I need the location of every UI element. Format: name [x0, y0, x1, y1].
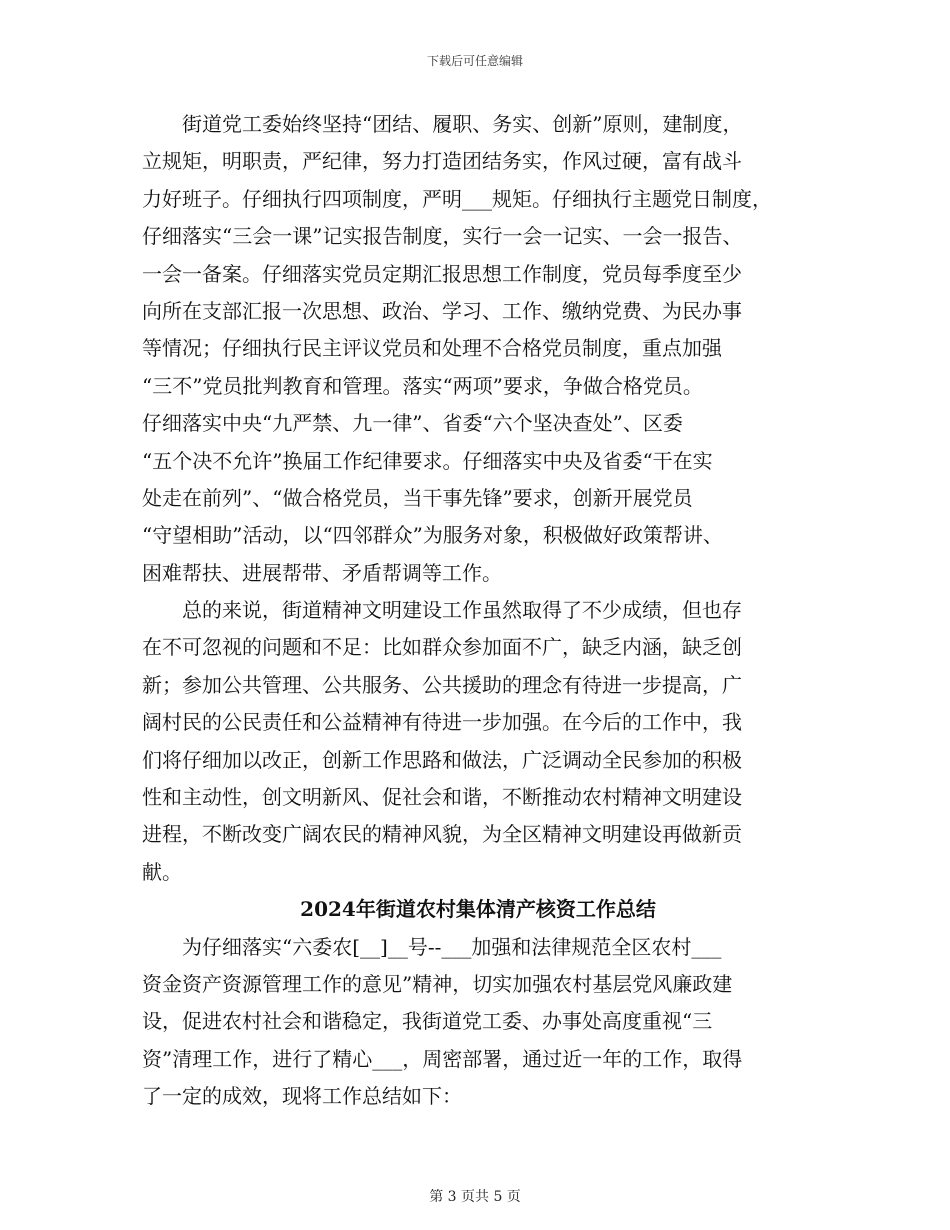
document-body [142, 106, 814, 1116]
paragraph-summary [142, 592, 814, 891]
text-line: 街道党工委始终坚持“团结、履职、务实、创新”原则，建制度， [142, 112, 743, 136]
text-line: 为仔细落实“六委农[__]__号--___加强和法律规范全区农村___ [142, 934, 722, 959]
text-line: 在不可忽视的问题和不足：比如群众参加面不广，缺乏内涵，缺乏创 [142, 635, 742, 660]
section-heading: 2024年街道农村集体清产核资工作总结 [300, 897, 656, 922]
text-line: 阔村民的公民责任和公益精神有待进一步加强。在今后的工作中，我 [142, 710, 742, 735]
text-line: 力好班子。仔细执行四项制度，严明___规矩。仔细执行主题党日制度， [142, 186, 772, 211]
text-line: 一会一备案。仔细落实党员定期汇报思想工作制度，党员每季度至少 [142, 261, 742, 286]
text-line: 们将仔细加以改正，创新工作思路和做法，广泛调动全民参加的积极 [142, 747, 742, 772]
text-line: 困难帮扶、进展帮带、矛盾帮调等工作。 [142, 560, 502, 585]
text-line: 总的来说，街道精神文明建设工作虽然取得了不少成绩，但也存 [142, 598, 742, 623]
text-line: 立规矩，明职责，严纪律，努力打造团结务实，作风过硬，富有战斗 [142, 149, 742, 174]
text-line: 新；参加公共管理、公共服务、公共援助的理念有待进一步提高，广 [142, 672, 742, 697]
text-line: “守望相助”活动，以“四邻群众”为服务对象，积极做好政策帮讲、 [142, 523, 723, 548]
page-header: 下载后可任意编辑 [426, 54, 523, 68]
text-line: 仔细落实“三会一课”记实报告制度，实行一会一记实、一会一报告、 [142, 224, 743, 249]
text-line: 进程，不断改变广阔农民的精神风貌，为全区精神文明建设再做新贡 [142, 822, 742, 847]
text-line: 等情况；仔细执行民主评议党员和处理不合格党员制度，重点加强 [142, 336, 722, 361]
text-line: 设，促进农村社会和谐稳定，我街道党工委、办事处高度重视“三 [142, 1009, 713, 1034]
text-line: 资”清理工作，进行了精心___，周密部署，通过近一年的工作，取得 [142, 1046, 743, 1071]
text-line: 处走在前列”、“做合格党员，当干事先锋”要求，创新开展党员 [142, 485, 693, 510]
paragraph-intro [142, 929, 814, 1116]
text-line: “三不”党员批判教育和管理。落实“两项”要求，争做合格党员。 [142, 373, 703, 398]
text-line: 资金资产资源管理工作的意见”精神，切实加强农村基层党风廉政建 [142, 971, 733, 996]
page-footer: 第 3 页共 5 页 [429, 1189, 521, 1205]
text-line: “五个决不允许”换届工作纪律要求。仔细落实中央及省委“干在实 [142, 448, 713, 473]
text-line: 献。 [142, 859, 182, 884]
paragraph-party-discipline [142, 106, 814, 592]
text-line: 了一定的成效，现将工作总结如下： [142, 1084, 462, 1109]
text-line: 向所在支部汇报一次思想、政治、学习、工作、缴纳党费、为民办事 [142, 298, 742, 323]
text-line: 仔细落实中央“九严禁、九一律”、省委“六个坚决查处”、区委 [142, 411, 683, 436]
text-line: 性和主动性，创文明新风、促社会和谐，不断推动农村精神文明建设 [142, 785, 742, 810]
